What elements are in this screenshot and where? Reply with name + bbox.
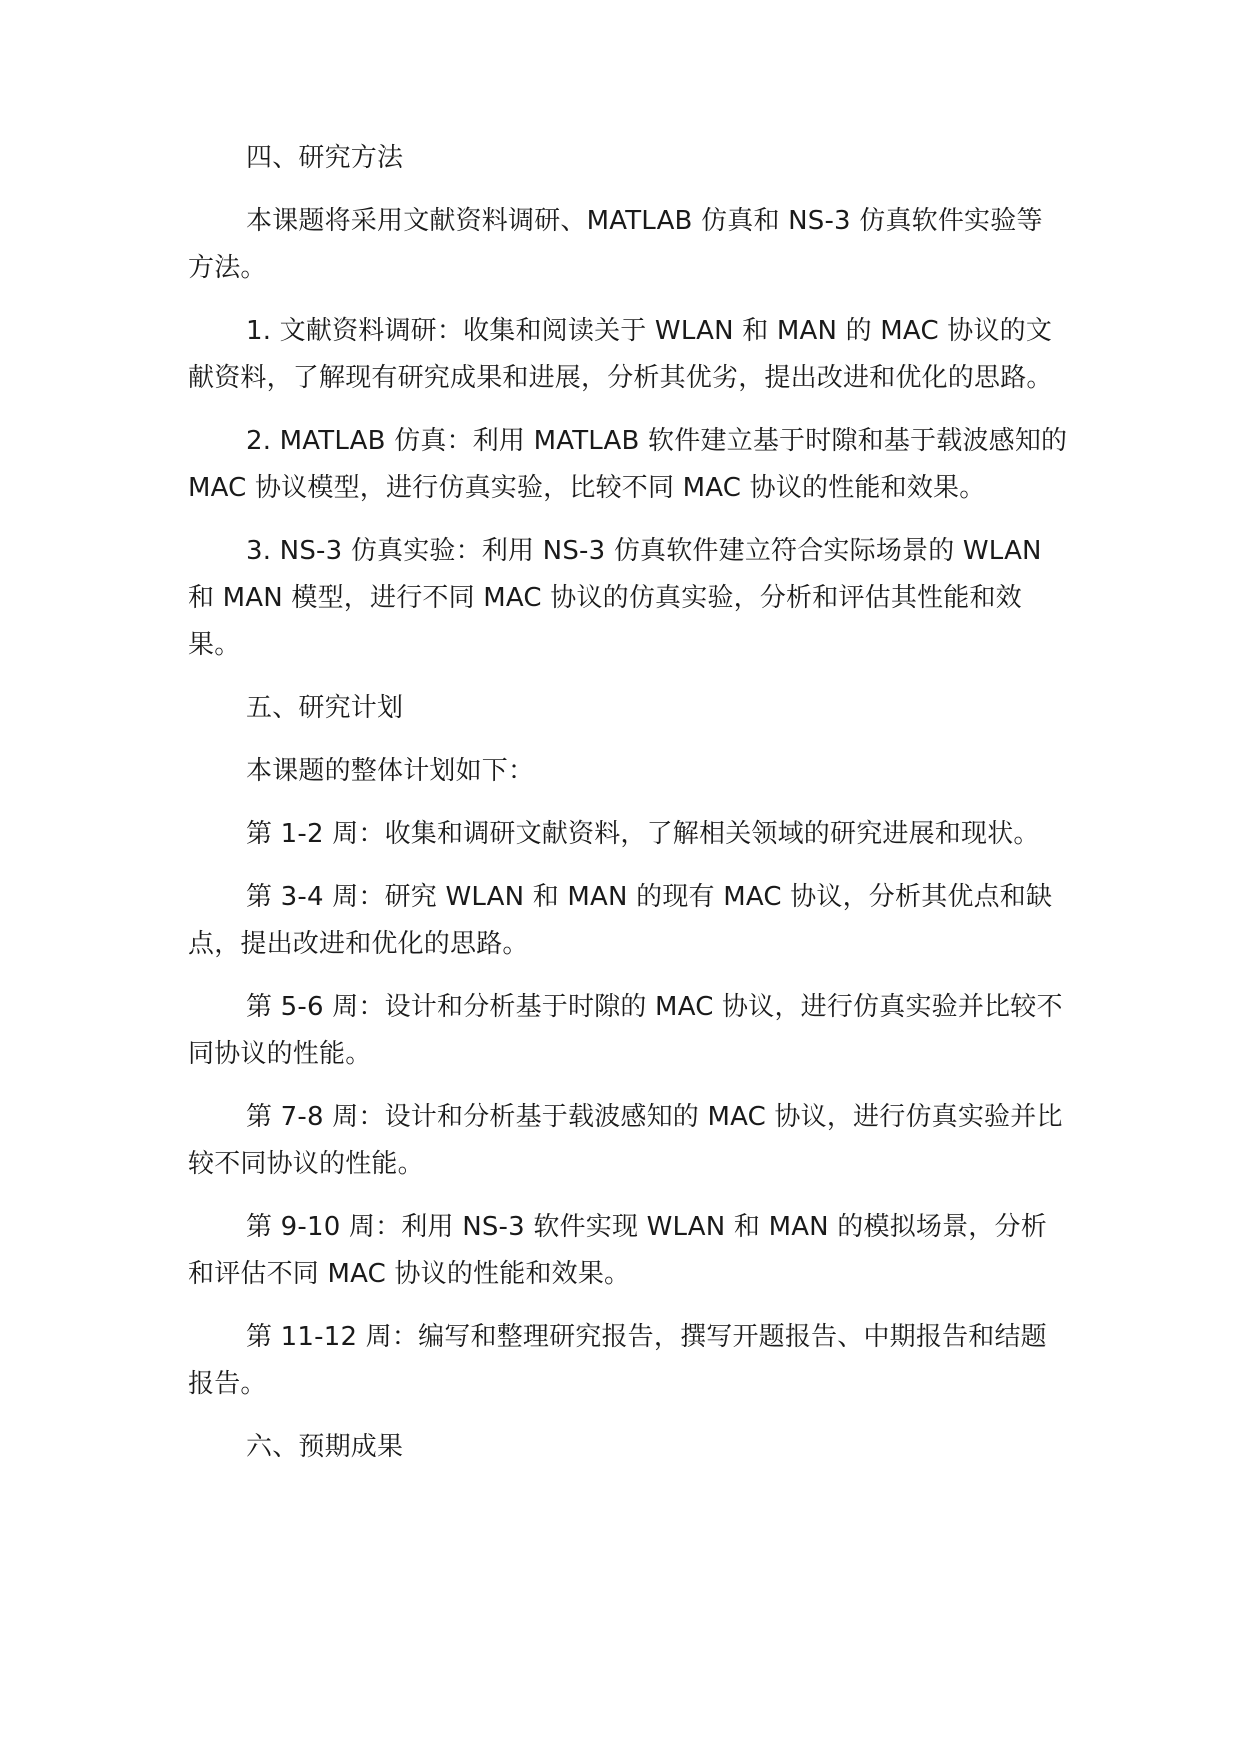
- paragraph-plan-week-3-4: 第 3-4 周：研究 WLAN 和 MAN 的现有 MAC 协议，分析其优点和缺点，提出改进和优化的思路。: [188, 882, 1053, 959]
- paragraph-methods-intro: 本课题将采用文献资料调研、MATLAB 仿真和 NS-3 仿真软件实验等方法。: [188, 206, 1043, 283]
- paragraph-method-ns3: 3. NS-3 仿真实验：利用 NS-3 仿真软件建立符合实际场景的 WLAN 和 MAN 模型，进行不同 MAC 协议的仿真实验，分析和评估其性能和效果。: [188, 536, 1042, 660]
- paragraph-method-matlab: 2. MATLAB 仿真：利用 MATLAB 软件建立基于时隙和基于载波感知的 MAC 协议模型，进行仿真实验，比较不同 MAC 协议的性能和效果。: [188, 426, 1068, 503]
- paragraph-plan-intro: 本课题的整体计划如下：: [246, 756, 535, 786]
- paragraph-method-literature: 1. 文献资料调研：收集和阅读关于 WLAN 和 MAN 的 MAC 协议的文献资料，了解现有研究成果和进展，分析其优劣，提出改进和优化的思路。: [188, 316, 1053, 393]
- section-heading-plan: 五、研究计划: [246, 693, 404, 723]
- document-page: [188, 135, 1068, 1487]
- section-heading-outcomes: 六、预期成果: [246, 1432, 404, 1462]
- paragraph-plan-week-7-8: 第 7-8 周：设计和分析基于载波感知的 MAC 协议，进行仿真实验并比较不同协议的性能。: [188, 1102, 1063, 1179]
- paragraph-plan-week-1-2: 第 1-2 周：收集和调研文献资料，了解相关领域的研究进展和现状。: [246, 819, 1040, 849]
- paragraph-plan-week-11-12: 第 11-12 周：编写和整理研究报告，撰写开题报告、中期报告和结题报告。: [188, 1322, 1047, 1399]
- paragraph-plan-week-9-10: 第 9-10 周：利用 NS-3 软件实现 WLAN 和 MAN 的模拟场景，分析和评估不同 MAC 协议的性能和效果。: [188, 1212, 1047, 1289]
- paragraph-plan-week-5-6: 第 5-6 周：设计和分析基于时隙的 MAC 协议，进行仿真实验并比较不同协议的性能。: [188, 992, 1063, 1069]
- section-heading-methods: 四、研究方法: [246, 143, 404, 173]
